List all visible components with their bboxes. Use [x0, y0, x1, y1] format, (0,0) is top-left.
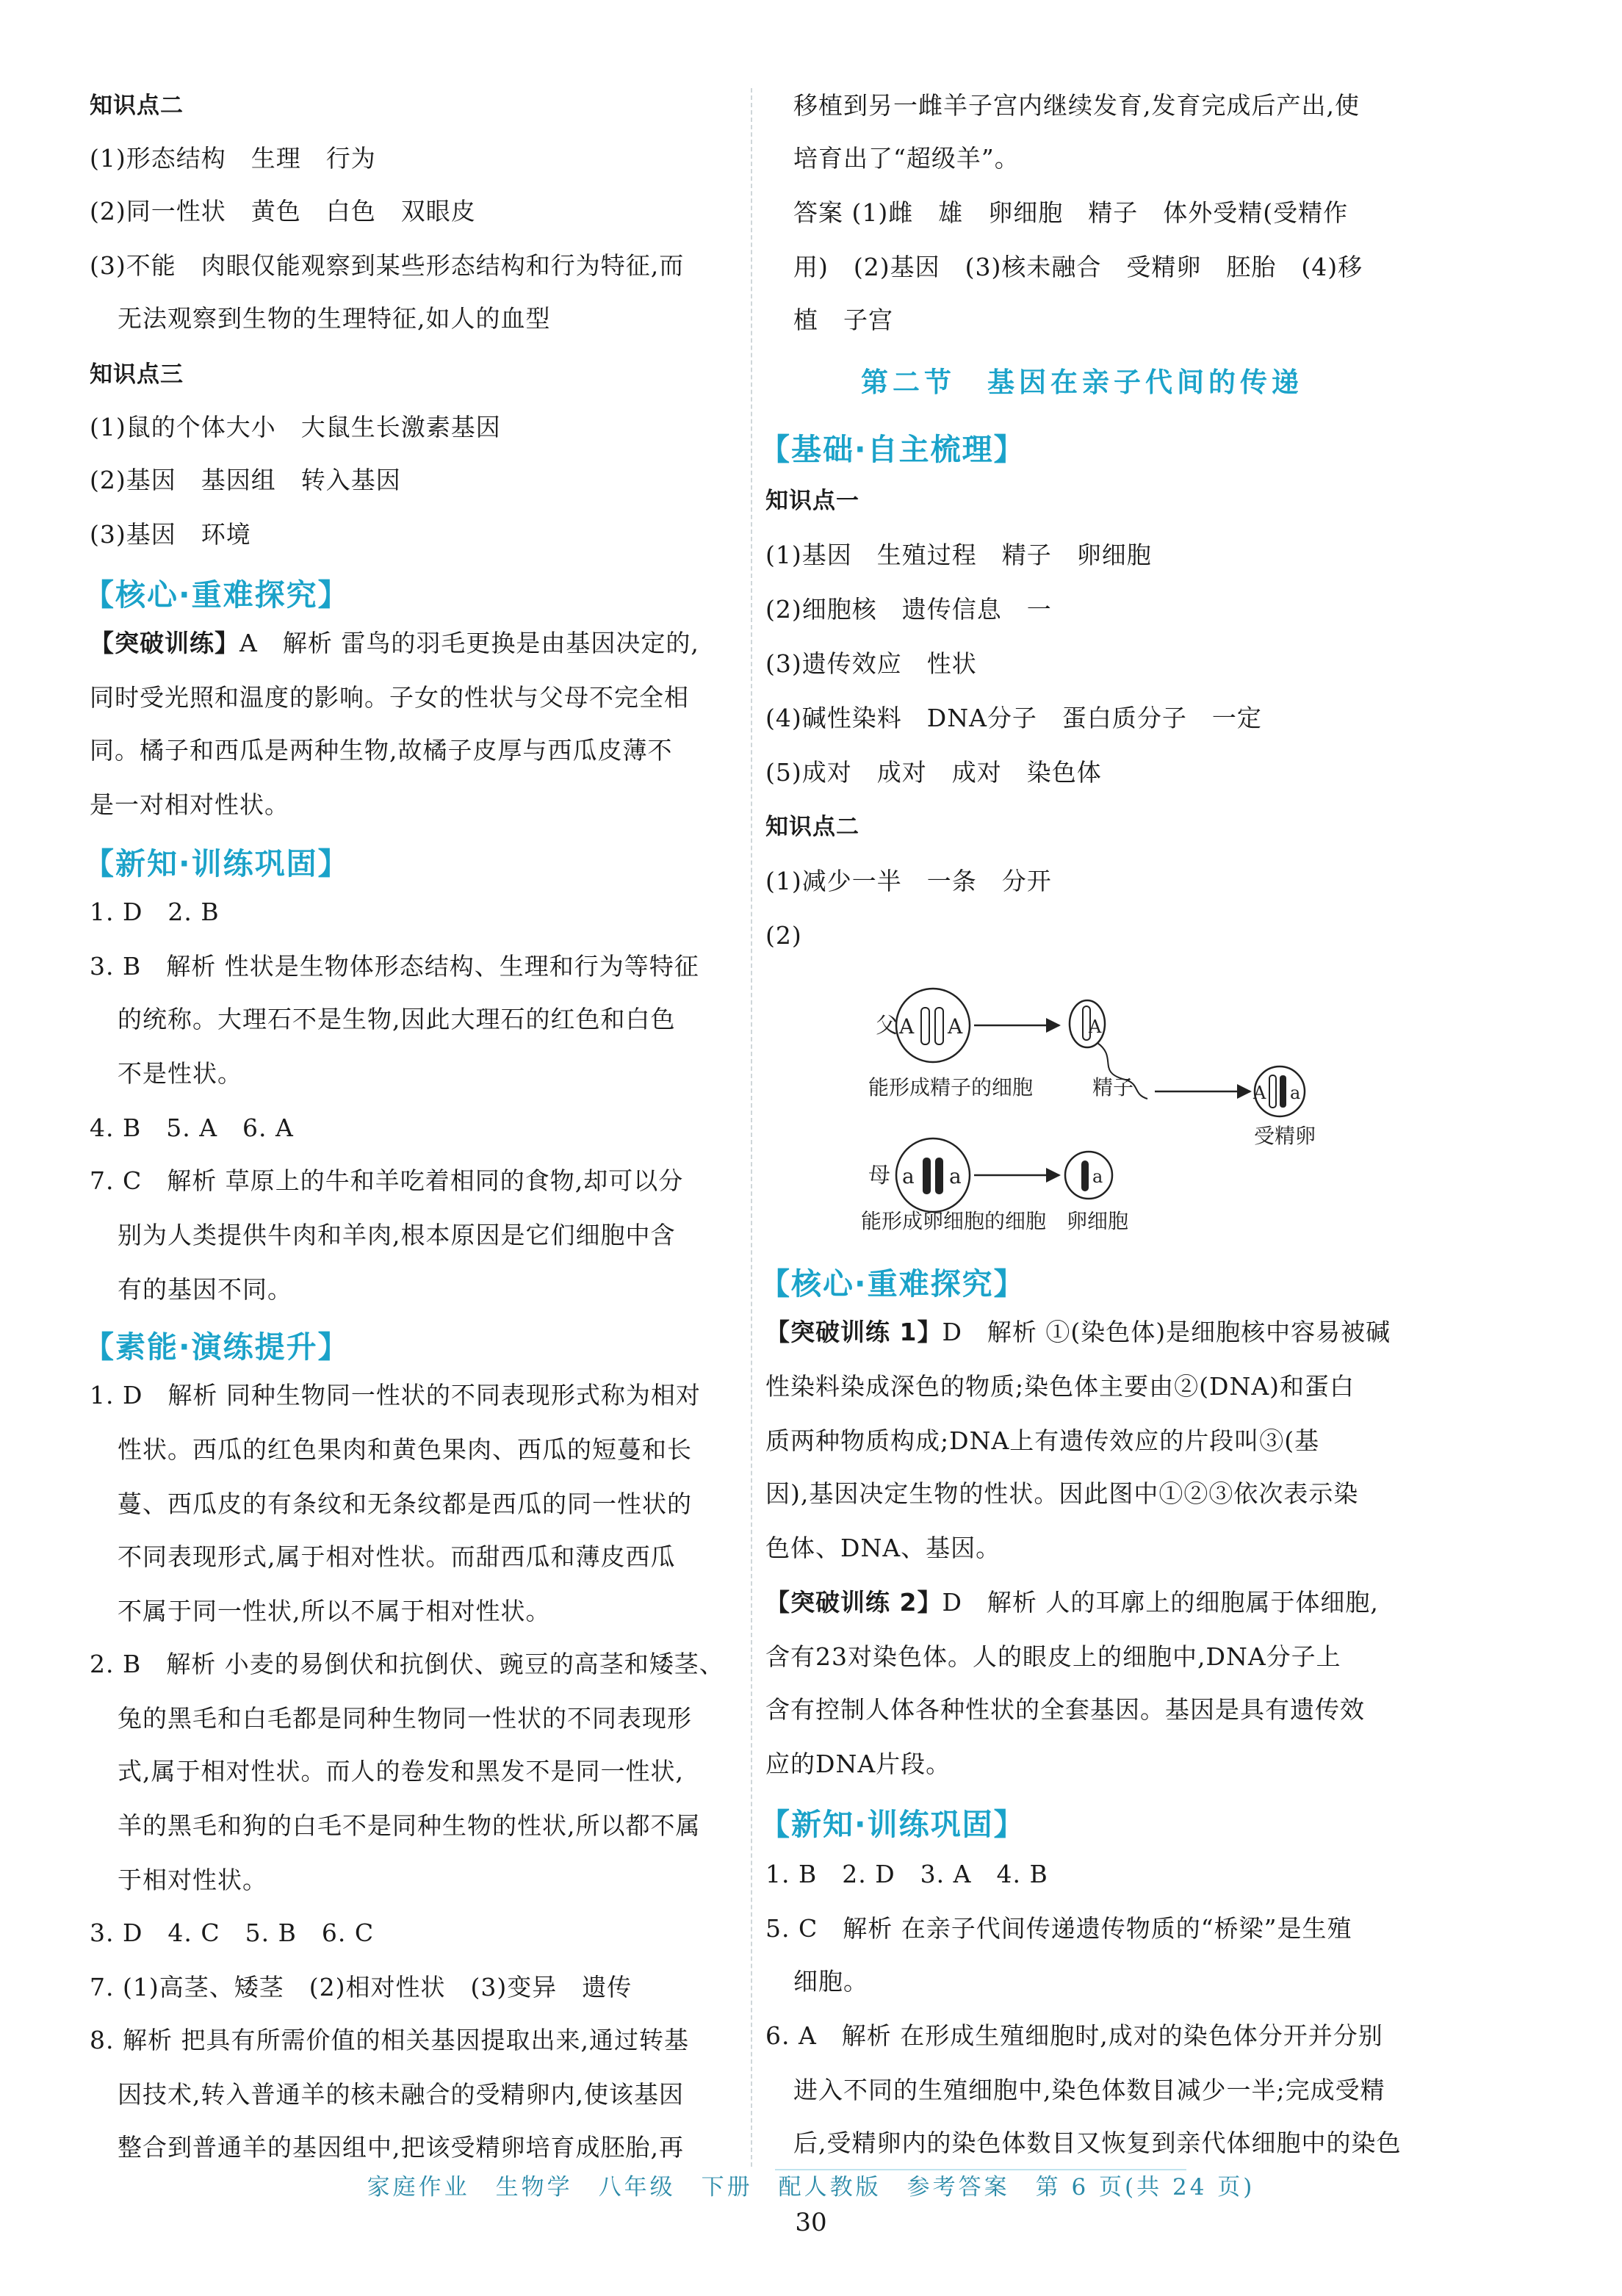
heading-knowledge-point-2: 知识点二: [90, 93, 184, 119]
gene-label-a-left: a: [902, 1164, 915, 1188]
answer-line: 5. C 解析 在亲子代间传递遗传物质的“桥梁”是生殖: [765, 1914, 1352, 1943]
text-line: 羊的黑毛和狗的白毛不是同种生物的性状,所以都不属: [118, 1811, 701, 1840]
chromosome: [1280, 1075, 1286, 1108]
answer-line: 3. B 解析 性状是生物体形态结构、生理和行为等特征: [90, 952, 699, 981]
mother-label: 母: [868, 1163, 890, 1188]
text-line: 式,属于相对性状。而人的卷发和黑发不是同一性状,: [118, 1757, 684, 1786]
caption-zygote: 受精卵: [1254, 1124, 1316, 1148]
text-line: (3)不能 肉眼仅能观察到某些形态结构和行为特征,而: [90, 251, 685, 280]
text-line: 别为人类提供牛肉和羊肉,根本原因是它们细胞中含: [118, 1221, 676, 1249]
text-line: 含有控制人体各种性状的全套基因。基因是具有遗传效: [765, 1695, 1365, 1724]
chromosome: [923, 1158, 931, 1194]
text-line: 同。橘子和西瓜是两种生物,故橘子皮厚与西瓜皮薄不: [90, 736, 673, 765]
text-line: 是一对相对性状。: [90, 790, 289, 819]
answer-text: D 解析 人的耳廓上的细胞属于体细胞,: [942, 1588, 1379, 1617]
gene-transfer-diagram: [839, 970, 1397, 1241]
text-line: (1)鼠的个体大小 大鼠生长激素基因: [90, 413, 501, 441]
text-line: 培育出了“超级羊”。: [793, 144, 1020, 173]
answer-text: A 解析 雷鸟的羽毛更换是由基因决定的,: [239, 629, 699, 657]
page-footer: 家庭作业 生物学 八年级 下册 配人教版 参考答案 第 6 页(共 24 页): [367, 2174, 1255, 2201]
text-line: 性状。西瓜的红色果肉和黄色果肉、西瓜的短蔓和长: [118, 1435, 692, 1464]
chromosome: [1081, 1160, 1089, 1191]
text-line: 的统称。大理石不是生物,因此大理石的红色和白色: [118, 1005, 676, 1033]
chromosome: [1269, 1075, 1276, 1108]
text-line: [90, 627, 699, 660]
breakthrough-tag: 【突破训练 2】: [765, 1588, 942, 1617]
section-title-basics: 【基础·自主梳理】: [760, 432, 1026, 467]
gene-label-a-zygote: a: [1290, 1083, 1301, 1103]
text-line: 细胞。: [793, 1967, 868, 1996]
breakthrough-tag: 【突破训练 1】: [765, 1318, 942, 1346]
text-line: 用) (2)基因 (3)核未融合 受精卵 胚胎 (4)移: [793, 253, 1363, 281]
gene-label-A-right: A: [948, 1014, 963, 1039]
text-line: 后,受精卵内的染色体数目又恢复到亲代体细胞中的染色: [793, 2129, 1402, 2157]
text-line: 不属于同一性状,所以不属于相对性状。: [118, 1597, 551, 1625]
answer-line: 4. B 5. A 6. A: [90, 1113, 294, 1142]
text-line: 无法观察到生物的生理特征,如人的血型: [118, 304, 551, 333]
text-line: (2)细胞核 遗传信息 一: [765, 595, 1052, 624]
answer-line: 1. D 2. B: [90, 898, 220, 926]
answer-line: 2. B 解析 小麦的易倒伏和抗倒伏、豌豆的高茎和矮茎、: [90, 1650, 724, 1678]
gene-label-a-right: a: [949, 1164, 962, 1188]
answer-line: 1. B 2. D 3. A 4. B: [765, 1860, 1048, 1888]
text-line: 不同表现形式,属于相对性状。而甜西瓜和薄皮西瓜: [118, 1542, 676, 1571]
section-title-skills: 【素能·演练提升】: [84, 1329, 350, 1365]
text-line: 进入不同的生殖细胞中,染色体数目减少一半;完成受精: [793, 2076, 1385, 2104]
text-line: 不是性状。: [118, 1059, 242, 1088]
text-line: (1)基因 生殖过程 精子 卵细胞: [765, 541, 1152, 569]
text-line: (2)基因 基因组 转入基因: [90, 466, 401, 494]
text-line: 含有23对染色体。人的眼皮上的细胞中,DNA分子上: [765, 1642, 1341, 1671]
father-label: 父: [876, 1013, 898, 1039]
answer-line: 8. 解析 把具有所需价值的相关基因提取出来,通过转基: [90, 2026, 689, 2054]
answer-text: D 解析 ①(染色体)是细胞核中容易被碱: [942, 1318, 1391, 1346]
text-line: 兔的黑毛和白毛都是同种生物同一性状的不同表现形: [118, 1704, 692, 1733]
text-line: 因),基因决定生物的性状。因此图中①②③依次表示染: [765, 1479, 1359, 1508]
gene-label-A-zygote: A: [1253, 1083, 1266, 1103]
answer-line: 3. D 4. C 5. B 6. C: [90, 1918, 375, 1947]
gene-label-A-sperm: A: [1089, 1017, 1102, 1037]
page-number: 30: [795, 2208, 827, 2237]
heading-knowledge-point-3: 知识点三: [90, 361, 184, 388]
text-line: 色体、DNA、基因。: [765, 1534, 1001, 1562]
caption-sperm: 精子: [1092, 1075, 1134, 1100]
text-line: [765, 1316, 1391, 1349]
text-line: (3)遗传效应 性状: [765, 649, 977, 678]
caption-sperm-cell: 能形成精子的细胞: [868, 1075, 1034, 1100]
heading-knowledge-point-1: 知识点一: [765, 488, 859, 514]
text-line: 同时受光照和温度的影响。子女的性状与父母不完全相: [90, 683, 689, 712]
text-line: 有的基因不同。: [118, 1275, 292, 1304]
section-title-new-knowledge: 【新知·训练巩固】: [84, 846, 350, 881]
caption-egg-cell: 能形成卵细胞的细胞: [861, 1209, 1047, 1233]
text-line: 整合到普通羊的基因组中,把该受精卵培育成胚胎,再: [118, 2133, 684, 2162]
text-line: 蔓、西瓜皮的有条纹和无条纹都是西瓜的同一性状的: [118, 1490, 692, 1518]
answer-line: 1. D 解析 同种生物同一性状的不同表现形式称为相对: [90, 1381, 701, 1409]
gene-label-A-left: A: [899, 1014, 915, 1039]
heading-knowledge-point-2: 知识点二: [765, 814, 859, 840]
text-line: 移植到另一雌羊子宫内继续发育,发育完成后产出,使: [793, 91, 1360, 120]
column-divider: [751, 88, 752, 2167]
text-line: (1)减少一半 一条 分开: [765, 867, 1052, 895]
text-line: 答案 (1)雌 雄 卵细胞 精子 体外受精(受精作: [793, 198, 1349, 227]
section-title-core: 【核心·重难探究】: [760, 1266, 1026, 1302]
gene-label-a-egg: a: [1092, 1166, 1103, 1187]
text-line: 于相对性状。: [118, 1866, 267, 1894]
text-line: 应的DNA片段。: [765, 1750, 951, 1778]
section-title-new-knowledge: 【新知·训练巩固】: [760, 1807, 1026, 1842]
text-line: 植 子宫: [793, 306, 893, 334]
text-line: (4)碱性染料 DNA分子 蛋白质分子 一定: [765, 704, 1262, 732]
answer-line: 7. C 解析 草原上的牛和羊吃着相同的食物,却可以分: [90, 1166, 684, 1195]
text-line: (2): [765, 921, 802, 950]
answer-line: 7. (1)高茎、矮茎 (2)相对性状 (3)变异 遗传: [90, 1973, 632, 2001]
text-line: (5)成对 成对 成对 染色体: [765, 758, 1102, 787]
text-line: 性染料染成深色的物质;染色体主要由②(DNA)和蛋白: [765, 1372, 1355, 1401]
breakthrough-tag: 【突破训练】: [90, 629, 239, 657]
footer-rule: [775, 2169, 1186, 2170]
text-line: (2)同一性状 黄色 白色 双眼皮: [90, 197, 476, 225]
chromosome: [935, 1008, 943, 1044]
caption-egg: 卵细胞: [1067, 1209, 1129, 1233]
chromosome: [935, 1158, 943, 1194]
answer-line: 6. A 解析 在形成生殖细胞时,成对的染色体分开并分别: [765, 2021, 1383, 2050]
text-line: (1)形态结构 生理 行为: [90, 144, 376, 173]
chromosome: [921, 1008, 929, 1044]
section-title-core: 【核心·重难探究】: [84, 577, 350, 613]
chapter-title: 第二节 基因在亲子代间的传递: [861, 367, 1303, 398]
text-line: 质两种物质构成;DNA上有遗传效应的片段叫③(基: [765, 1426, 1320, 1455]
text-line: (3)基因 环境: [90, 520, 251, 549]
text-line: 因技术,转入普通羊的核未融合的受精卵内,使该基因: [118, 2080, 684, 2109]
text-line: [765, 1586, 1379, 1619]
